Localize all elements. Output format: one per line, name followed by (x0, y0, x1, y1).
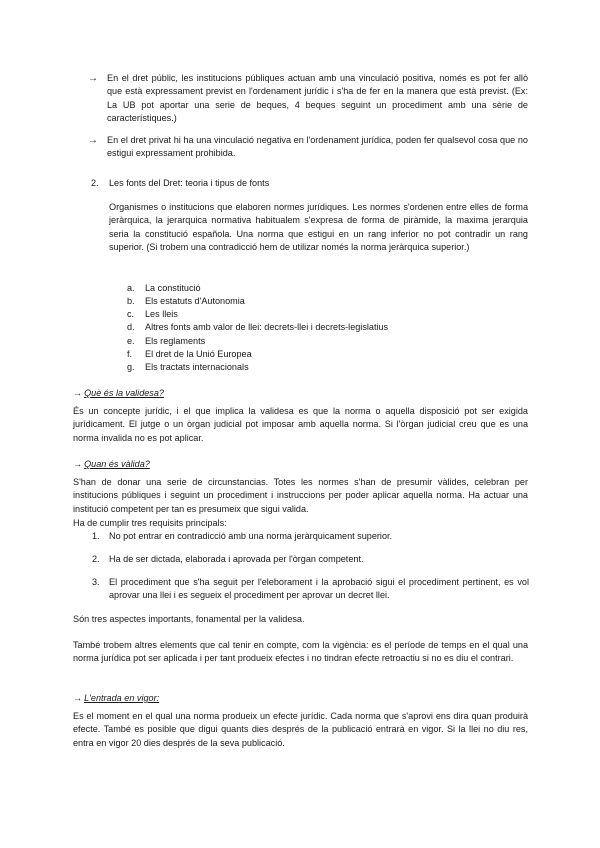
list-item-text: Els reglaments (145, 336, 206, 346)
validesa-paragraph: És un concepte jurídic, i el que implica la validesa es que la norma o aquella disposició pot ser exigida jurídicament. El jutge o un òrgan judicial pot imposar amb aquella norma. Si l'òrgan judicial creu que es una norma invalida no es pot aplicar. (73, 406, 528, 443)
list-item-text: Els estatuts d'Autonomia (145, 296, 245, 306)
list-marker: f. (127, 349, 133, 359)
list-item-text: Les lleis (145, 309, 178, 319)
requisits-intro: Ha de cumplir tres requisits principals: (73, 518, 227, 528)
requisit-item (92, 530, 529, 544)
list-marker: d. (127, 322, 135, 332)
arrow-icon: → (73, 693, 83, 703)
list-item-text: El dret de la Unió Europea (145, 349, 252, 359)
requisit-text: Ha de ser dictada, elaborada i aprovada per l'òrgan competent. (109, 554, 364, 564)
list-marker: a. (127, 283, 135, 293)
list-marker: 2. (92, 554, 100, 564)
validesa-heading (73, 387, 164, 400)
arrow-bullet-icon: → (88, 135, 98, 146)
valida-heading-text: Quan és vàlida? (84, 459, 150, 469)
arrow-bullet-icon: → (88, 73, 98, 84)
aspectes-paragraph: Són tres aspectes importants, fonamental per la validesa. (73, 614, 305, 624)
section-number: 2. (91, 178, 99, 188)
arrow-bullet-text: En el dret privat hi ha una vinculació negativa en l'ordenament jurídica, poden fer qualsevol cosa que no estigui expressament prohibida. (107, 135, 528, 159)
list-marker: c. (127, 309, 135, 319)
list-marker: 1. (92, 531, 100, 541)
arrow-bullet-text: En el dret públic, les institucions públiques actuan amb una vinculació positiva, només es pot fer allò que està expressament previst en l'ordenament jurídic i s'ha de fer en la manera que està previst. (Ex: La UB pot aportar una serie de beques, 4 beques seguint un procediment amb una sèrie de característiques.) (107, 73, 528, 124)
vigencia-paragraph: També trobem altres elements que cal tenir en compte, com la vigència: es el període de temps en el qual una norma jurídica pot ser aplicada i per tant produeix efectes i no tindran efecte retroactiu si no es diu el contrari. (73, 640, 528, 664)
list-item-text: Altres fonts amb valor de llei: decrets-llei i decrets-legislatius (145, 322, 389, 332)
valida-heading (73, 458, 150, 471)
section-title: Les fonts del Dret: teoria i tipus de fonts (109, 178, 270, 188)
valida-paragraph: S'han de donar una serie de circunstancias. Totes les normes s'han de presumir vàlides, celebran per institucions públiques i seguint un procediment i instruccions per poder aplicar aquella norma. Ha actuar una institució competent per tan es presumeix que sigui valida. (73, 477, 528, 514)
list-marker: 3. (92, 577, 100, 587)
requisit-text: No pot entrar en contradicció amb una norma jeràrquicament superior. (109, 531, 393, 541)
entrada-heading-text: L'entrada en vigor: (84, 693, 160, 703)
entrada-heading (73, 692, 159, 705)
entrada-paragraph: Es el moment en el qual una norma produeix un efecte jurídic. Cada norma que s'aprovi ens dira quan produirà efecte. També es posible que digui quants dies després de la publicació entrarà en vigor. Si la llei no diu res, entra en vigor 20 dies després de la seva publicació. (73, 711, 528, 748)
requisit-item (92, 553, 529, 567)
list-item-text: Els tractats internacionals (145, 362, 249, 372)
requisit-text: El procediment que s'ha seguit per l'eleborament i la aprobació sigui el procediment pertinent, es vol aprovar una llei i es segueix el procediment per aprovar un decret llei. (109, 577, 529, 601)
validesa-heading-text: Què és la validesa? (84, 388, 164, 398)
list-marker: e. (127, 336, 135, 346)
requisit-item (92, 576, 529, 603)
arrow-icon: → (73, 459, 83, 469)
section-paragraph: Organismes o institucions que elaboren normes jurídiques. Les normes s'ordenen entre elles de forma jeràrquica, la jerarquica normativa habitualem s'expresa de forma de piràmide, la maxima jerarquia seria la constitució española. Una norma que estigui en un rang inferior no pot contradir un rang superior. (Si trobem una contradicció hem de utilizar només la norma jeràrquica superior.) (109, 202, 528, 253)
section-heading (91, 177, 270, 190)
list-item-text: La constitució (145, 283, 201, 293)
arrow-bullet-item (88, 72, 528, 126)
list-marker: b. (127, 296, 135, 306)
arrow-bullet-item (88, 134, 528, 162)
list-marker: g. (127, 362, 135, 372)
arrow-icon: → (73, 388, 83, 398)
